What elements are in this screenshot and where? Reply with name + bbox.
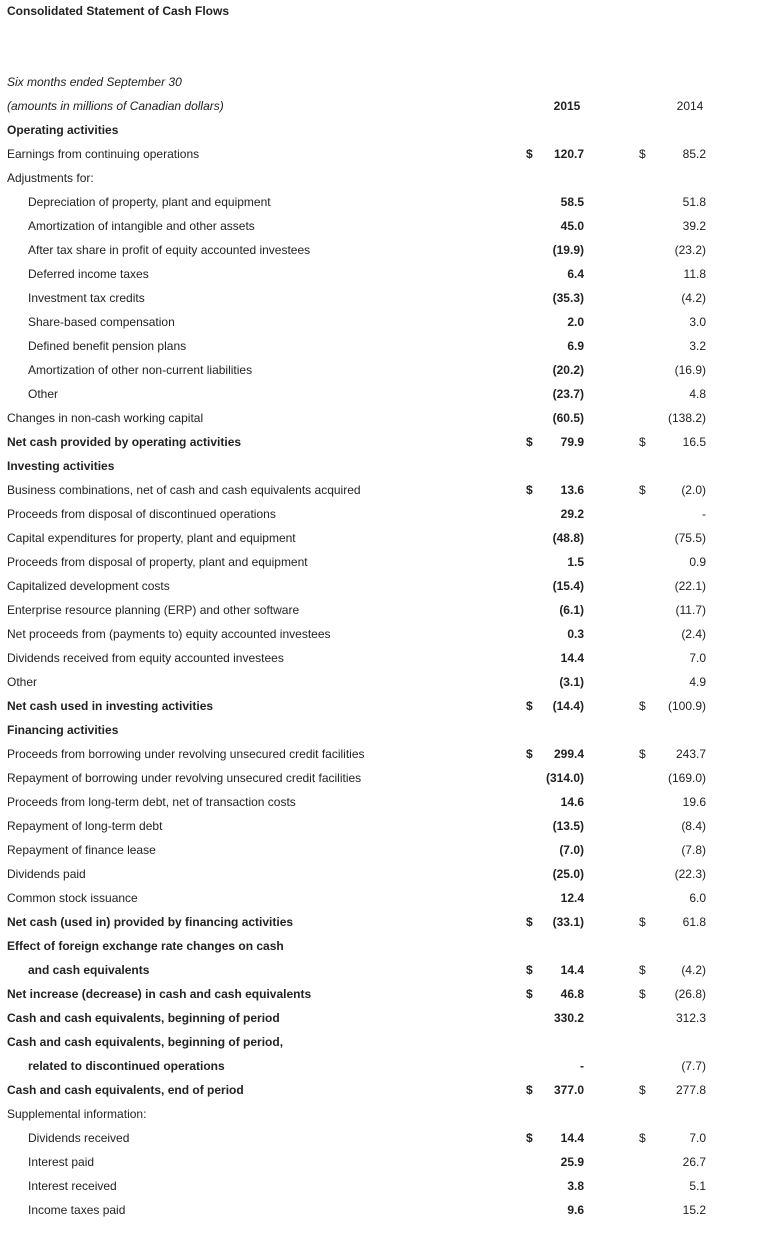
value-2014: 39.2 (682, 219, 706, 233)
value-2015: (13.5) (552, 819, 584, 833)
value-2015: (3.1) (559, 675, 584, 689)
value-2015: (48.8) (552, 531, 584, 545)
table-row (0, 910, 781, 934)
table-row (0, 310, 781, 334)
table-row (0, 958, 781, 982)
table-row (0, 118, 781, 142)
value-2015: (19.9) (552, 243, 584, 257)
table-row (0, 262, 781, 286)
value-2015: 120.7 (553, 147, 584, 161)
value-2014: (100.9) (667, 699, 706, 713)
value-2015: (6.1) (559, 603, 584, 617)
row-label: Changes in non-cash working capital (7, 411, 204, 425)
value-2015: 29.2 (560, 507, 584, 521)
value-2015: (35.3) (552, 291, 584, 305)
currency-2015: $ (526, 987, 533, 1001)
value-2014: 85.2 (682, 147, 706, 161)
table-row (0, 1054, 781, 1078)
value-2014: 19.6 (682, 795, 706, 809)
table-row (0, 430, 781, 454)
table-row (0, 694, 781, 718)
row-label: Effect of foreign exchange rate changes on cash (7, 939, 284, 953)
value-2014: (22.1) (674, 579, 706, 593)
currency-2014: $ (639, 483, 646, 497)
currency-2014: $ (639, 1083, 646, 1097)
currency-2015: $ (526, 483, 533, 497)
table-row (0, 334, 781, 358)
value-2014: (26.8) (674, 987, 706, 1001)
currency-2015: $ (526, 1083, 533, 1097)
currency-2014: $ (639, 435, 646, 449)
table-row (0, 1006, 781, 1030)
row-label: Net cash (used in) provided by financing activities (7, 915, 294, 929)
row-label: Financing activities (7, 723, 119, 737)
table-row (0, 838, 781, 862)
value-2014: 11.8 (683, 267, 706, 281)
row-label: Investment tax credits (28, 291, 145, 305)
row-label: Other (7, 675, 38, 689)
table-row (0, 1198, 781, 1222)
currency-2015: $ (526, 699, 533, 713)
value-2015: (314.0) (545, 771, 584, 785)
value-2015: (7.0) (559, 843, 584, 857)
value-2014: (138.2) (667, 411, 706, 425)
value-2015: 79.9 (560, 435, 584, 449)
currency-2015: $ (526, 963, 533, 977)
table-row (0, 766, 781, 790)
value-2014: 3.0 (689, 315, 706, 329)
table-row (0, 622, 781, 646)
value-2014: 6.0 (689, 891, 706, 905)
table-row (0, 814, 781, 838)
value-2014: (11.7) (675, 603, 706, 617)
table-row (0, 670, 781, 694)
value-2014: 3.2 (689, 339, 706, 353)
value-2015: 58.5 (560, 195, 584, 209)
value-2015: (60.5) (552, 411, 584, 425)
row-label: Amortization of other non-current liabilities (28, 363, 253, 377)
row-label: Other (28, 387, 59, 401)
value-2014: (23.2) (674, 243, 706, 257)
value-2015: 2.0 (567, 315, 584, 329)
value-2014: 277.8 (675, 1083, 706, 1097)
value-2015: 377.0 (553, 1083, 584, 1097)
table-row (0, 190, 781, 214)
table-row (0, 862, 781, 886)
value-2014: 5.1 (689, 1179, 706, 1193)
row-label: Repayment of long-term debt (7, 819, 163, 833)
value-2015: (14.4) (552, 699, 584, 713)
table-row (0, 286, 781, 310)
row-label: Earnings from continuing operations (7, 147, 200, 161)
value-2015: 13.6 (560, 483, 584, 497)
currency-2014: $ (639, 147, 646, 161)
value-2014: 312.3 (675, 1011, 706, 1025)
value-2014: - (702, 507, 706, 521)
currency-2014: $ (639, 699, 646, 713)
row-label: Operating activities (7, 123, 119, 137)
value-2015: 330.2 (553, 1011, 584, 1025)
table-row (0, 718, 781, 742)
column-header-2014: 2014 (676, 99, 704, 113)
value-2014: (2.0) (681, 483, 706, 497)
value-2015: (23.7) (552, 387, 584, 401)
row-label: Cash and cash equivalents, beginning of period, (7, 1035, 284, 1049)
table-row (0, 742, 781, 766)
row-label: related to discontinued operations (28, 1059, 225, 1073)
value-2014: (75.5) (674, 531, 706, 545)
table-row (0, 646, 781, 670)
table-row (0, 238, 781, 262)
value-2014: 51.8 (682, 195, 706, 209)
currency-2015: $ (526, 1131, 533, 1145)
value-2014: (22.3) (674, 867, 706, 881)
value-2014: 7.0 (689, 651, 706, 665)
row-label: Dividends received (28, 1131, 130, 1145)
value-2014: 61.8 (682, 915, 706, 929)
value-2015: 3.8 (567, 1179, 584, 1193)
currency-2014: $ (639, 1131, 646, 1145)
row-label: Supplemental information: (7, 1107, 147, 1121)
table-row (0, 358, 781, 382)
currency-2014: $ (639, 963, 646, 977)
table-row (0, 166, 781, 190)
value-2015: 25.9 (560, 1155, 584, 1169)
row-label: Interest paid (28, 1155, 95, 1169)
value-2015: (33.1) (552, 915, 584, 929)
value-2014: 15.2 (682, 1203, 706, 1217)
value-2015: (20.2) (552, 363, 584, 377)
value-2015: 14.4 (560, 1131, 584, 1145)
value-2014: 7.0 (689, 1131, 706, 1145)
row-label: Proceeds from borrowing under revolving unsecured credit facilities (7, 747, 365, 761)
value-2015: 6.4 (567, 267, 584, 281)
row-label: Business combinations, net of cash and cash equivalents acquired (7, 483, 361, 497)
period-label: Six months ended September 30 (7, 75, 182, 89)
row-label: Dividends received from equity accounted investees (7, 651, 284, 665)
header-row (0, 94, 781, 118)
value-2014: 4.8 (689, 387, 706, 401)
row-label: Net cash provided by operating activities (7, 435, 242, 449)
row-label: After tax share in profit of equity accounted investees (28, 243, 311, 257)
table-row (0, 502, 781, 526)
currency-2014: $ (639, 987, 646, 1001)
value-2014: (4.2) (681, 963, 706, 977)
value-2015: 45.0 (560, 219, 584, 233)
value-2015: 14.6 (560, 795, 584, 809)
row-label: Net increase (decrease) in cash and cash equivalents (7, 987, 312, 1001)
row-label: Interest received (28, 1179, 117, 1193)
row-label: Investing activities (7, 459, 115, 473)
row-label: Proceeds from disposal of property, plant and equipment (7, 555, 308, 569)
value-2014: (16.9) (674, 363, 706, 377)
row-label: Capitalized development costs (7, 579, 170, 593)
value-2015: 12.4 (560, 891, 584, 905)
value-2015: - (580, 1059, 584, 1073)
row-label: Adjustments for: (7, 171, 94, 185)
row-label: Capital expenditures for property, plant and equipment (7, 531, 296, 545)
table-row (0, 1150, 781, 1174)
value-2014: 26.7 (682, 1155, 706, 1169)
value-2014: (7.7) (681, 1059, 706, 1073)
table-row (0, 406, 781, 430)
period-row (0, 70, 781, 94)
currency-2015: $ (526, 147, 533, 161)
table-row (0, 550, 781, 574)
table-row (0, 214, 781, 238)
table-row (0, 142, 781, 166)
value-2014: (8.4) (681, 819, 706, 833)
table-row (0, 1174, 781, 1198)
value-2015: (25.0) (552, 867, 584, 881)
row-label: Defined benefit pension plans (28, 339, 187, 353)
currency-2015: $ (526, 747, 533, 761)
table-row (0, 934, 781, 958)
row-label: Amortization of intangible and other assets (28, 219, 255, 233)
row-label: Income taxes paid (28, 1203, 126, 1217)
value-2015: 1.5 (567, 555, 584, 569)
row-label: Proceeds from disposal of discontinued operations (7, 507, 276, 521)
table-row (0, 478, 781, 502)
row-label: Repayment of finance lease (7, 843, 156, 857)
row-label: Dividends paid (7, 867, 86, 881)
column-header-2015: 2015 (553, 99, 581, 113)
currency-2015: $ (526, 915, 533, 929)
row-label: Net proceeds from (payments to) equity accounted investees (7, 627, 331, 641)
table-row (0, 454, 781, 478)
statement-title: Consolidated Statement of Cash Flows (7, 4, 230, 18)
row-label: Repayment of borrowing under revolving unsecured credit facilities (7, 771, 362, 785)
value-2015: 14.4 (560, 651, 584, 665)
table-row (0, 790, 781, 814)
row-label: Cash and cash equivalents, beginning of period (7, 1011, 280, 1025)
value-2015: 6.9 (567, 339, 584, 353)
table-row (0, 382, 781, 406)
units-label: (amounts in millions of Canadian dollars) (7, 99, 224, 113)
row-label: Depreciation of property, plant and equipment (28, 195, 271, 209)
value-2015: 0.3 (567, 627, 584, 641)
table-row (0, 982, 781, 1006)
table-row (0, 1126, 781, 1150)
value-2014: (169.0) (667, 771, 706, 785)
value-2015: 14.4 (560, 963, 584, 977)
table-row (0, 574, 781, 598)
row-label: Common stock issuance (7, 891, 138, 905)
row-label: Share-based compensation (28, 315, 175, 329)
row-label: Cash and cash equivalents, end of period (7, 1083, 244, 1097)
table-row (0, 598, 781, 622)
table-row (0, 1078, 781, 1102)
value-2015: 299.4 (553, 747, 584, 761)
value-2014: (2.4) (681, 627, 706, 641)
row-label: Enterprise resource planning (ERP) and other software (7, 603, 300, 617)
table-row (0, 1102, 781, 1126)
value-2015: 9.6 (567, 1203, 584, 1217)
value-2014: (4.2) (681, 291, 706, 305)
currency-2015: $ (526, 435, 533, 449)
value-2014: 16.5 (682, 435, 706, 449)
value-2015: 46.8 (560, 987, 584, 1001)
table-row (0, 526, 781, 550)
row-label: Proceeds from long-term debt, net of transaction costs (7, 795, 296, 809)
table-row (0, 886, 781, 910)
value-2014: 243.7 (675, 747, 706, 761)
value-2014: 4.9 (689, 675, 706, 689)
value-2015: (15.4) (552, 579, 584, 593)
table-row (0, 1030, 781, 1054)
currency-2014: $ (639, 915, 646, 929)
row-label: Deferred income taxes (28, 267, 149, 281)
value-2014: 0.9 (689, 555, 706, 569)
currency-2014: $ (639, 747, 646, 761)
value-2014: (7.8) (681, 843, 706, 857)
row-label: and cash equivalents (28, 963, 150, 977)
row-label: Net cash used in investing activities (7, 699, 214, 713)
